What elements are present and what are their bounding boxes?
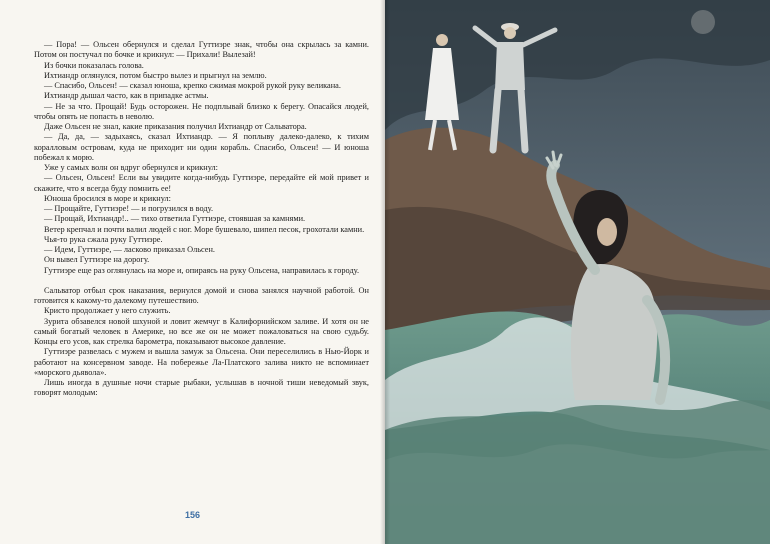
paragraph: — Идем, Гуттиэре, — ласково приказал Ольсен. bbox=[44, 245, 216, 254]
front-wave bbox=[385, 400, 770, 544]
paragraph: Гуттиэре развелась с мужем и вышла замуж за Ольсена. Они переселились в Нью-Йорк и работают на консервном заводе. На побережье Ла-Платского залива никто не вспоминает «морского дьявола». bbox=[34, 347, 369, 377]
paragraph: Зурита обзавелся новой шхуной и ловит жемчуг в Калифорнийском заливе. И хотя он не самый богатый человек в Америке, но все же он не может пожаловаться на свою судьбу. Концы его усов, как стрелка барометра, показывают высокое давление. bbox=[34, 316, 369, 346]
illustration bbox=[385, 0, 770, 544]
book-gutter bbox=[380, 0, 390, 544]
paragraph: — Прощайте, Гуттиэре! — и погрузился в воду. bbox=[44, 204, 214, 213]
body-text bbox=[34, 40, 369, 399]
paragraph: Ихтиандр дышал часто, как в припадке астмы. bbox=[44, 91, 209, 101]
paragraph: Чья-то рука сжала руку Гуттиэре. bbox=[44, 234, 163, 244]
paragraph: Ветер крепчал и почти валил людей с ног. Море бушевало, шипел песок, грохотали камни. bbox=[44, 224, 365, 234]
paragraph: Сальватор отбыл срок наказания, вернулся домой и снова занялся научной работой. Он готовится к какому-то далекому путешествию. bbox=[34, 285, 369, 305]
illustration-page bbox=[385, 0, 770, 544]
paragraph: Лишь иногда в душные ночи старые рыбаки, услышав в ночной тиши неведомый звук, говорят молодым: bbox=[34, 378, 369, 398]
page-number: 156 bbox=[184, 510, 201, 520]
paragraph: — Пора! — Ольсен обернулся и сделал Гуттиэре знак, чтобы она скрылась за камни. Потом он постучал по бочке и крикнул: — Прихали! Вылезай! bbox=[34, 40, 369, 60]
paragraph: Даже Ольсен не знал, какие приказания получил Ихтиандр от Сальватора. bbox=[44, 122, 307, 131]
paragraph: Гуттиэре еще раз оглянулась на море и, опираясь на руку Ольсена, направилась к городу. bbox=[44, 265, 360, 275]
paragraph: Юноша бросился в море и крикнул: bbox=[44, 193, 171, 203]
paragraph: — Ольсен, Ольсен! Если вы увидите когда-нибудь Гуттиэре, передайте ей мой привет и скажите, что я всегда буду помнить ее! bbox=[34, 173, 369, 193]
paragraph: Уже у самых волн он вдруг обернулся и крикнул: bbox=[44, 163, 218, 172]
section-break bbox=[34, 276, 369, 286]
paragraph: — Да, да, — задыхаясь, сказал Ихтиандр. — Я поплыву далеко-далеко, к тихим коралловым островам, куда не приходит ни один корабль. Спасибо, Ольсен! — И юноша побежал к морю. bbox=[34, 132, 369, 162]
paragraph: Кристо продолжает у него служить. bbox=[44, 306, 171, 316]
paragraph: Ихтиандр оглянулся, потом быстро вылез и прыгнул на землю. bbox=[44, 70, 267, 80]
paragraph: Из бочки показалась голова. bbox=[44, 60, 144, 70]
paragraph: Он вывел Гуттиэре на дорогу. bbox=[44, 255, 150, 265]
paragraph: — Не за что. Прощай! Будь осторожен. Не подплывай близко к берегу. Опасайся людей, чтобы опять не попасть в неволю. bbox=[34, 101, 369, 121]
paragraph: — Спасибо, Ольсен! — сказал юноша, крепко сжимая мокрой рукой руку великана. bbox=[44, 81, 341, 90]
paragraph: — Прощай, Ихтиандр!.. — тихо ответила Гуттиэре, стоявшая за камнями. bbox=[44, 214, 306, 224]
